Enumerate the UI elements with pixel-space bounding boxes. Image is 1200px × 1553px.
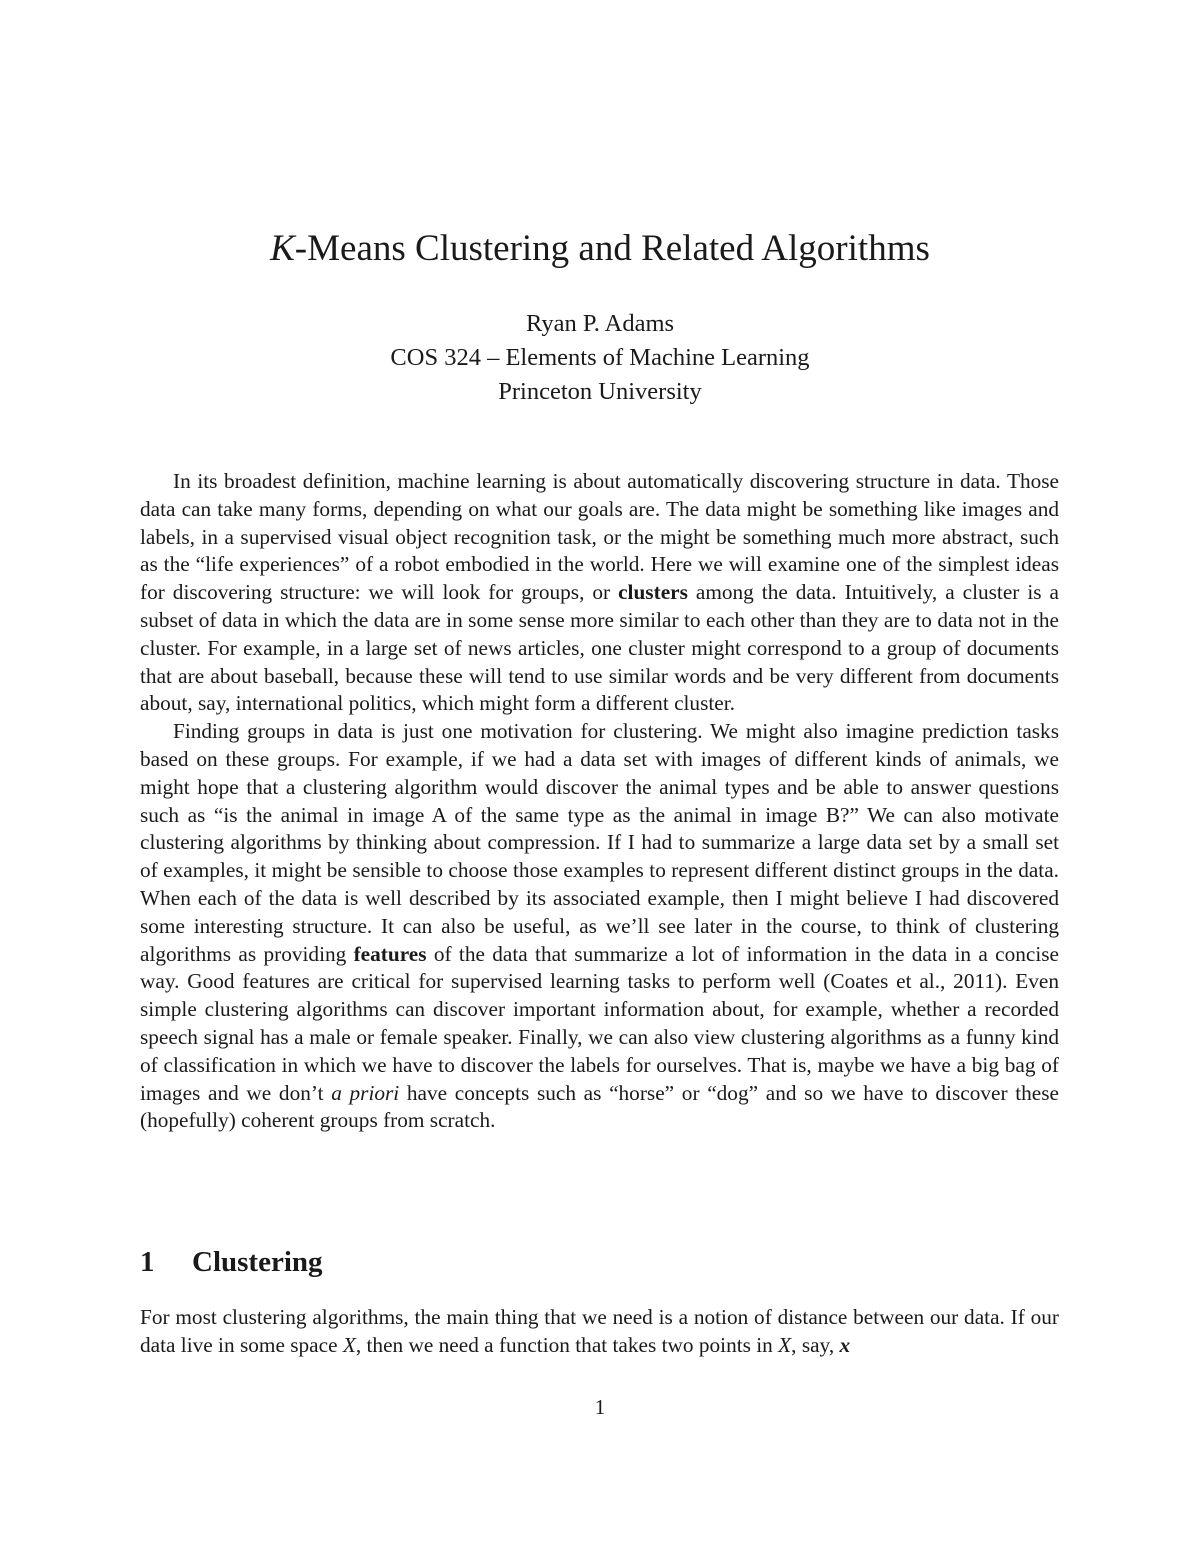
- sec1-p1-text-b: , then we need a function that takes two points in: [355, 1332, 779, 1357]
- term-features: features: [353, 941, 427, 966]
- introduction: [140, 468, 1059, 1135]
- intro-p2-text-c: have concepts such as “horse” or “dog” and so we have to discover these (hopefully) coherent groups from scratch.: [140, 1080, 1059, 1133]
- page-number: 1: [594, 1395, 606, 1419]
- section-1-paragraph-1: [140, 1304, 1059, 1360]
- term-clusters: clusters: [618, 580, 688, 605]
- intro-paragraph-2: [140, 718, 1059, 1135]
- section-number: 1: [140, 1246, 155, 1278]
- intro-paragraph-1: [140, 468, 1059, 718]
- section-heading-clustering: [140, 1242, 323, 1282]
- math-var-x: x: [839, 1332, 851, 1357]
- sec1-p1-text-a: For most clustering algorithms, the main thing that we need is a notion of distance between our data. If our data live in some space: [140, 1305, 1059, 1357]
- intro-p1-text-a: In its broadest definition, machine learning is about automatically discovering structure in data. Those data can take many forms, depending on what our goals are. The data might be something like images and labels, in a supervised visual object recognition task, or the might be something much more abstract, such as the “life experiences” of a robot embodied in the world. Here we will examine one of the simplest ideas for discovering structure: we will look for groups, or: [140, 469, 1059, 605]
- course-name: COS 324 – Elements of Machine Learning: [390, 344, 810, 371]
- paper-title: [0, 225, 1200, 273]
- section-1-body: [140, 1304, 1059, 1360]
- math-var-X-1: X: [342, 1332, 356, 1357]
- term-a-priori: a priori: [331, 1080, 400, 1105]
- intro-p2-text-a: Finding groups in data is just one motivation for clustering. We might also imagine prediction tasks based on these groups. For example, if we had a data set with images of different kinds of animals, we might hope that a clustering algorithm would discover the animal types and be able to answer questions such as “is the animal in image A of the same type as the animal in image B?” We can also motivate clustering algorithms by thinking about compression. If I had to summarize a large data set by a small set of examples, it might be sensible to choose those examples to represent different distinct groups in the data. When each of the data is well described by its associated example, then I might believe I had discovered some interesting structure. It can also be useful, as we’ll see later in the course, to think of clustering algorithms as providing: [140, 719, 1059, 966]
- intro-p1-text-b: among the data. Intuitively, a cluster is a subset of data in which the data are in some sense more similar to each other than they are to data not in the cluster. For example, in a large set of news articles, one cluster might correspond to a group of documents that are about baseball, because these will tend to use similar words and be very different from documents about, say, international politics, which might form a different cluster.: [140, 580, 1060, 716]
- sec1-p1-text-c: , say,: [791, 1332, 840, 1357]
- institution-name: Princeton University: [498, 378, 702, 405]
- section-title: Clustering: [192, 1246, 323, 1278]
- title-text: -Means Clustering and Related Algorithms: [294, 228, 930, 269]
- title-k-variable: K: [270, 228, 295, 269]
- intro-p2-text-b: of the data that summarize a lot of information in the data in a concise way. Good features are critical for supervised learning tasks to perform well (Coates et al., 2011). Even simple clustering algorithms can discover important information about, for example, whether a recorded speech signal has a male or female speaker. Finally, we can also view clustering algorithms as a funny kind of classification in which we have to discover the labels for ourselves. That is, maybe we have a big bag of images and we don’t: [140, 941, 1059, 1105]
- author-block: [0, 307, 1200, 409]
- math-var-X-2: X: [778, 1332, 792, 1357]
- author-name: Ryan P. Adams: [525, 310, 675, 337]
